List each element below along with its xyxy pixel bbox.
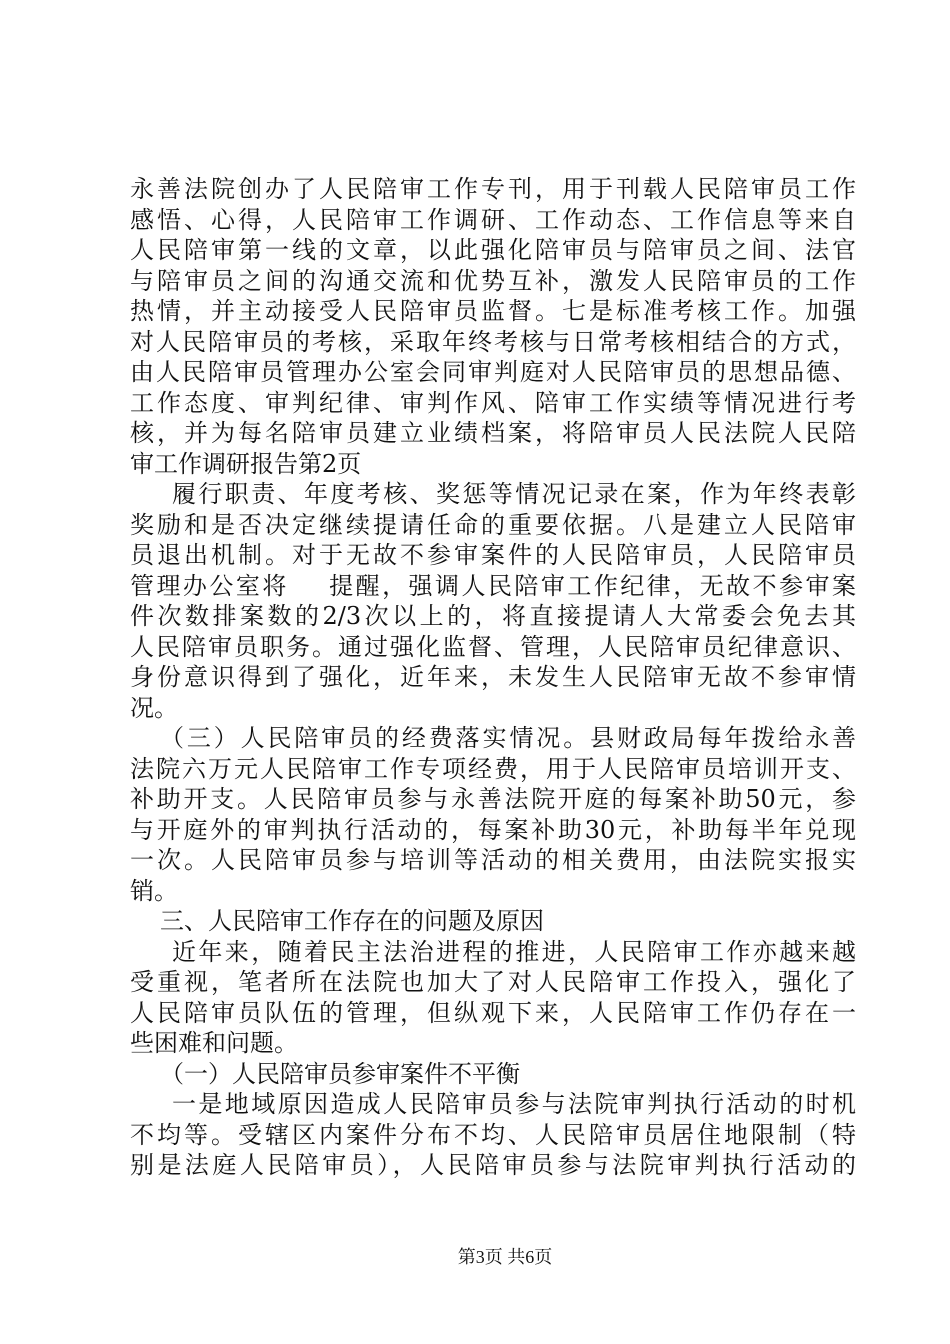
page-footer: 第3页 共6页 [457, 1247, 553, 1267]
text-line: 别是法庭人民陪审员），人民陪审员参与法院审判执行活动的 [130, 1151, 856, 1179]
text-line: 员退出机制。对于无故不参审案件的人民陪审员，人民陪审员 [130, 541, 856, 569]
text-line: 审工作调研报告第2页 [130, 449, 362, 478]
text-line: 与陪审员之间的沟通交流和优势互补，激发人民陪审员的工作 [130, 266, 856, 295]
text-line: 热情，并主动接受人民陪审员监督。七是标准考核工作。加强 [130, 297, 856, 325]
text-line: 销。 [130, 876, 178, 905]
text-line: 近年来，随着民主法治进程的推进，人民陪审工作亦越来越 [172, 937, 856, 966]
text-line: 对人民陪审员的考核，采取年终考核与日常考核相结合的方式， [130, 327, 856, 356]
text-line: 永善法院创办了人民陪审工作专刊，用于刊载人民陪审员工作 [130, 175, 856, 203]
text-line: 受重视，笔者所在法院也加大了对人民陪审工作投入，强化了 [130, 968, 856, 996]
text-line: 法院六万元人民陪审工作专项经费，用于人民陪审员培训开支、 [130, 754, 856, 783]
document-body [130, 174, 856, 1181]
text-line: 履行职责、年度考核、奖惩等情况记录在案，作为年终表彰 [172, 480, 856, 508]
text-line: 些困难和问题。 [130, 1029, 298, 1057]
text-line: 一次。人民陪审员参与培训等活动的相关费用，由法院实报实 [130, 846, 856, 874]
text-line: 由人民陪审员管理办公室会同审判庭对人民陪审员的思想品德、 [130, 358, 856, 386]
text-line: 感悟、心得，人民陪审工作调研、工作动态、工作信息等来自 [130, 205, 856, 234]
text-line: 身份意识得到了强化，近年来，未发生人民陪审无故不参审情 [130, 663, 856, 691]
text-line: 况。 [130, 693, 178, 722]
text-line: 一是地域原因造成人民陪审员参与法院审判执行活动的时机 [172, 1090, 856, 1118]
text-line: 三、人民陪审工作存在的问题及原因 [160, 907, 544, 935]
text-line: 奖励和是否决定继续提请任命的重要依据。八是建立人民陪审 [130, 510, 856, 539]
text-line: 人民陪审第一线的文章，以此强化陪审员与陪审员之间、法官 [130, 236, 856, 264]
text-line: 补助开支。人民陪审员参与永善法院开庭的每案补助50元，参 [130, 785, 856, 813]
text-line: 不均等。受辖区内案件分布不均、人民陪审员居住地限制（特 [130, 1120, 856, 1149]
text-line: 人民陪审员队伍的管理，但纵观下来，人民陪审工作仍存在一 [130, 998, 856, 1027]
text-line: （三）人民陪审员的经费落实情况。县财政局每年拨给永善 [160, 724, 856, 752]
text-line: 人民陪审员职务。通过强化监督、管理，人民陪审员纪律意识、 [130, 632, 856, 661]
text-line: （一）人民陪审员参审案件不平衡 [160, 1059, 520, 1088]
text-line: 与开庭外的审判执行活动的，每案补助30元，补助每半年兑现 [130, 815, 856, 844]
text-line: 件次数排案数的2/3次以上的，将直接提请人大常委会免去其 [130, 602, 856, 630]
text-line: 管理办公室将 提醒，强调人民陪审工作纪律，无故不参审案 [130, 571, 856, 600]
text-line: 核，并为每名陪审员建立业绩档案，将陪审员人民法院人民陪 [130, 419, 856, 447]
text-line: 工作态度、审判纪律、审判作风、陪审工作实绩等情况进行考 [130, 388, 856, 417]
